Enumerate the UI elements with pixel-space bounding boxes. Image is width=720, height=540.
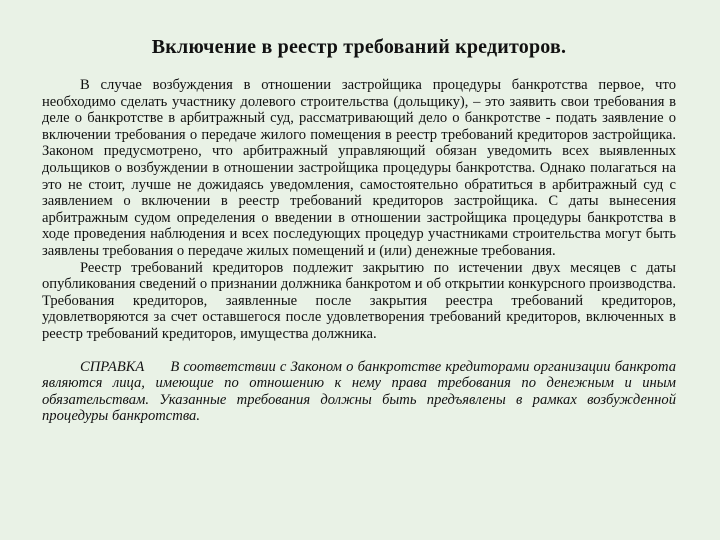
slide-title: Включение в реестр требований кредиторов. <box>151 36 567 58</box>
reference-label: СПРАВКА <box>80 358 145 375</box>
reference-note <box>42 359 676 425</box>
paragraph-1: В случае возбуждения в отношении застройщика процедуры банкротства первое, что необходимо сделать участнику долевого строительства (дольщику), – это заявить свои требования в деле о банкротстве в арбитражный суд, рассматривающий дело о банкротстве - подать заявление о включении требования о передаче жилого помещения в реестр требований кредиторов застройщика. Законом предусмотрено, что арбитражный управляющий обязан уведомить всех выявленных дольщиков о возбуждении в отношении застройщика процедуры банкротства. Однако полагаться на это не стоит, лучше не дожидаясь уведомления, самостоятельно обратиться в арбитражный суд с заявлением о включении в реестр требований кредиторов застройщика. С даты вынесения арбитражным судом определения о введении в отношении застройщика процедуры банкротства в ходе проведения наблюдения и всех последующих процедур участниками строительства могут быть заявлены требования о передаче жилых помещений и (или) денежные требования. <box>42 77 676 259</box>
paragraph-2: Реестр требований кредиторов подлежит закрытию по истечении двух месяцев с даты опубликования сведений о признании должника банкротом и об открытии конкурсного производства. Требования кредиторов, заявленные после закрытия реестра требований кредиторов, удовлетворяются за счет оставшегося после удовлетворения требований кредиторов, включенных в реестр требований кредиторов, имущества должника. <box>42 259 676 342</box>
reference-text: В соответствии с Законом о банкротстве кредиторами организации банкрота являются лица, имеющие по отношению к нему права требования по денежным и иным обязательствам. Указанные требования должны быть предъявлены в рамках возбужденной процедуры банкротства. <box>42 358 676 425</box>
body-text <box>42 77 676 425</box>
